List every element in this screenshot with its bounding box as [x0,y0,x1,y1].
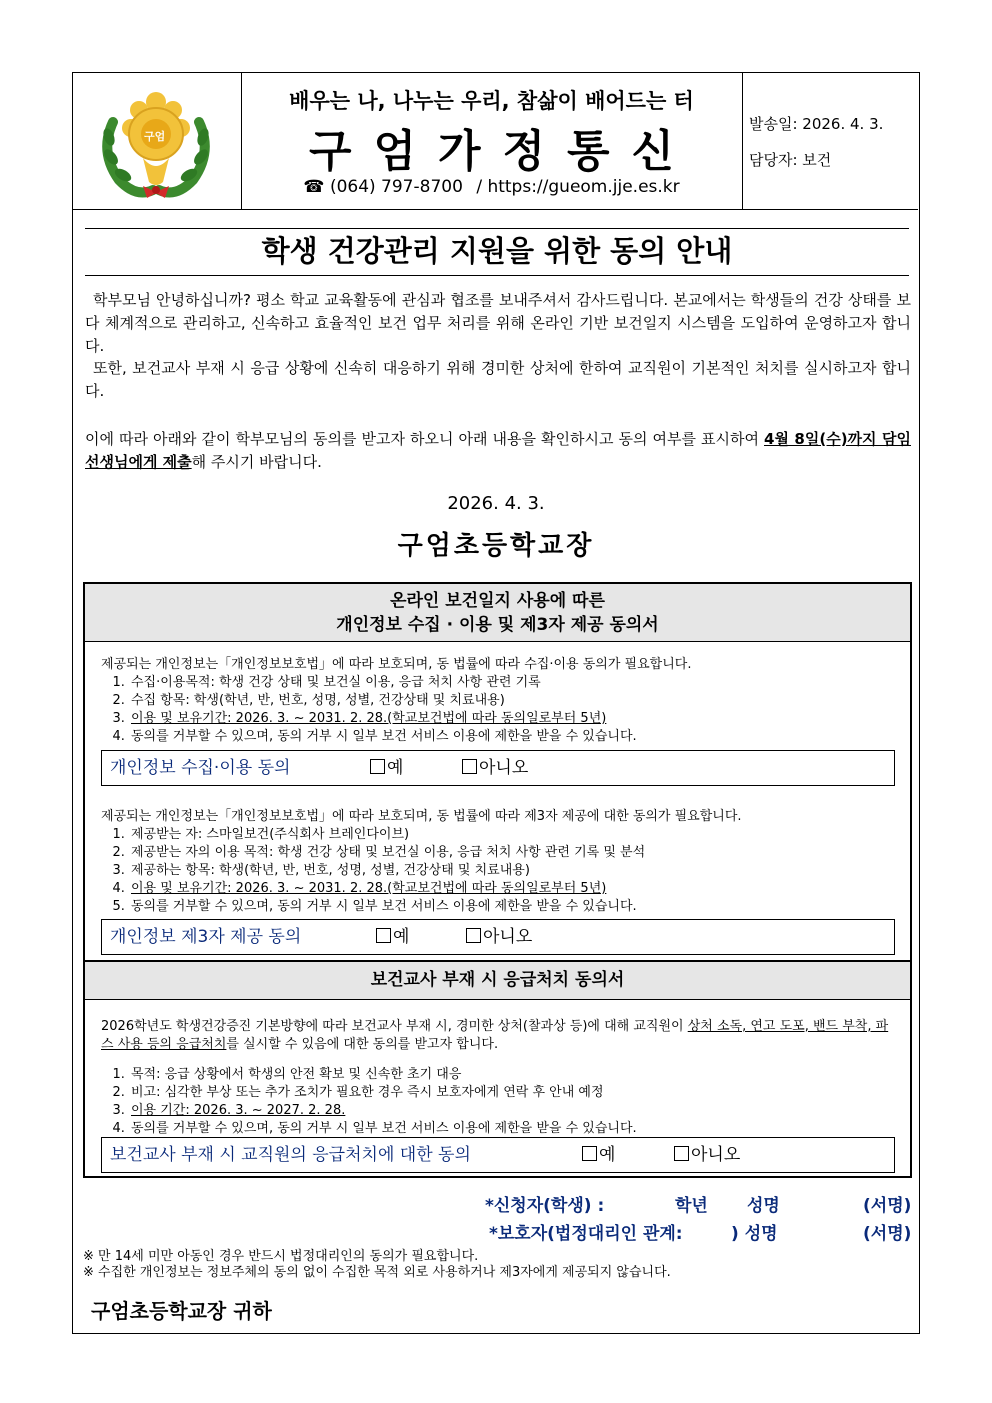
yes-label: 예 [387,758,404,778]
doc-title-box [85,228,909,276]
phone-number: ☎ (064) 797-8700 [303,177,463,197]
section1-title-line2: 개인정보 수집 · 이용 및 제3자 제공 동의서 [336,615,659,635]
no-label: 아니오 [479,758,529,778]
section1-title-line1: 온라인 보건일지 사용에 따른 [390,591,605,611]
third-party-no-option[interactable] [466,920,532,954]
first-aid-lead [101,1018,897,1054]
guardian-signature-field[interactable]: (서명) [863,1224,912,1244]
third-party-lead: 제공되는 개인정보는「개인정보보호법」에 따라 보호되며, 동 법률에 따라 제3자 제공에 대한 동의가 필요합니다. [101,809,742,824]
third-party-item: 3. 제공하는 항목: 학생(학년, 반, 번호, 성명, 성별, 건강상태 및 치료내용) [129,862,897,880]
first-aid-item: 1. 목적: 응급 상황에서 학생의 안전 확보 및 신속한 초기 대응 [129,1066,897,1084]
checkbox-icon[interactable] [370,759,385,774]
collect-consent-label: 개인정보 수집·이용 동의 [110,758,291,778]
first-aid-consent-form [83,960,912,1178]
third-party-consent-row [101,919,895,955]
checkbox-icon[interactable] [466,928,481,943]
student-signature-field[interactable]: (서명) [863,1196,912,1216]
issue-date: 발송일: 2026. 4. 3. [749,115,884,133]
third-party-items [101,826,897,916]
yes-label: 예 [599,1145,616,1165]
letterhead [73,73,918,210]
checkbox-icon[interactable] [376,928,391,943]
section2-header: 보건교사 부재 시 응급처치 동의서 [85,962,910,1000]
student-name-field[interactable]: 성명 [747,1196,780,1216]
checkbox-icon[interactable] [674,1146,689,1161]
first-aid-consent-label: 보건교사 부재 시 교직원의 응급처치에 대한 동의 [110,1145,471,1165]
contact-line [241,177,742,197]
first-aid-consent-row [101,1137,895,1173]
notice-date: 2026. 4. 3. [447,493,545,514]
third-party-item: 2. 제공받는 자의 이용 목적: 학생 건강 상태 및 보건실 이용, 응급 처치 사항 관련 기록 및 분석 [129,844,897,862]
checkbox-icon[interactable] [582,1146,597,1161]
collect-consent-row [101,750,895,786]
third-party-consent-label: 개인정보 제3자 제공 동의 [110,927,302,947]
first-aid-items [101,1066,897,1138]
yes-label: 예 [393,927,410,947]
website-url[interactable]: / https://gueom.jje.es.kr [476,177,680,197]
guardian-label: *보호자(법정대리인 관계: [489,1224,683,1244]
checkbox-icon[interactable] [462,759,477,774]
collect-item: 3. 이용 및 보유기간: 2026. 3. ~ 2031. 2. 28.(학교보건법에 따라 동의일로부터 5년) [129,710,897,728]
principal-name: 구엄초등학교장 [397,531,595,561]
third-party-item: 5. 동의를 거부할 수 있으며, 동의 거부 시 일부 보건 서비스 이용에 제한을 받을 수 있습니다. [129,898,897,916]
intro-text-b: 해 주시기 바랍니다. [191,453,322,471]
collect-consent-text [101,656,897,746]
collect-lead: 제공되는 개인정보는「개인정보보호법」에 따라 보호되며, 동 법률에 따라 수집·이용 동의가 필요합니다. [101,657,692,672]
title-cell [241,73,743,209]
first-aid-yes-option[interactable] [582,1138,615,1172]
first-aid-item: 2. 비고: 심각한 부상 또는 추가 조치가 필요한 경우 즉시 보호자에게 연락 후 안내 예정 [129,1084,897,1102]
meta-cell [743,73,918,209]
document-page [72,72,920,1334]
first-aid-lead-a: 2026학년도 학생건강증진 기본방향에 따라 보건교사 부재 시, 경미한 상처(찰과상 등)에 대해 교직원이 [101,1019,688,1034]
guardian-name-field[interactable]: ) 성명 [731,1224,778,1244]
addressee: 구엄초등학교장 귀하 [91,1299,272,1323]
person-in-charge: 담당자: 보건 [749,151,832,169]
third-party-consent-text [101,808,897,916]
note-privacy: ※ 수집한 개인정보는 정보주체의 동의 없이 수집한 목적 외로 사용하거나 제3자에게 제공되지 않습니다. [83,1265,671,1280]
intro-paragraph-3 [85,428,911,474]
note-minor: ※ 만 14세 미만 아동인 경우 반드시 법정대리인의 동의가 필요합니다. [83,1249,479,1264]
consent-form [83,582,912,977]
intro-text-a: 이에 따라 아래와 같이 학부모님의 동의를 받고자 하오니 아래 내용을 확인하시고 동의 여부를 표시하여 [85,430,765,448]
collect-item: 4. 동의를 거부할 수 있으며, 동의 거부 시 일부 보건 서비스 이용에 제한을 받을 수 있습니다. [129,728,897,746]
third-party-item: 1. 제공받는 자: 스마일보건(주식회사 브레인다이브) [129,826,897,844]
applicant-label: *신청자(학생) : [485,1196,605,1216]
no-label: 아니오 [483,927,533,947]
grade-field[interactable]: 학년 [675,1196,708,1216]
first-aid-procedures: 상처 소독, 연고 도포, 밴드 부착, 파스 사용 등의 응급처치 [101,1019,889,1052]
collect-no-option[interactable] [462,751,528,785]
collect-item: 1. 수집·이용목적: 학생 건강 상태 및 보건실 이용, 응급 처치 사항 관련 기록 [129,674,897,692]
intro-paragraph-1: 학부모님 안녕하십니까? 평소 학교 교육활동에 관심과 협조를 보내주셔서 감사드립니다. 본교에서는 학생들의 건강 상태를 보다 체계적으로 관리하고, 신속하고 효율적인 보건 업무 처리를 위해 온라인 기반 보건일지 시스템을 도입하여 운영하고자 합니다. [85,291,911,355]
first-aid-no-option[interactable] [674,1138,740,1172]
first-aid-item: 4. 동의를 거부할 수 있으며, 동의 거부 시 일부 보건 서비스 이용에 제한을 받을 수 있습니다. [129,1120,897,1138]
third-party-yes-option[interactable] [376,920,409,954]
first-aid-item: 3. 이용 기간: 2026. 3. ~ 2027. 2. 28. [129,1102,897,1120]
collect-yes-option[interactable] [370,751,403,785]
intro-paragraph-2: 또한, 보건교사 부재 시 응급 상황에 신속히 대응하기 위해 경미한 상처에 한하여 교직원이 기본적인 처치를 실시하고자 합니다. [85,359,911,400]
first-aid-lead-b: 를 실시할 수 있음에 대한 동의를 받고자 합니다. [226,1037,499,1052]
collect-items [101,674,897,746]
document-title: 학생 건강관리 지원을 위한 동의 안내 [261,234,733,268]
school-motto: 배우는 나, 나누는 우리, 참삶이 배어드는 터 [289,89,694,113]
section1-header [85,584,910,642]
emblem-label: 구엄 [144,130,166,143]
third-party-item: 4. 이용 및 보유기간: 2026. 3. ~ 2031. 2. 28.(학교보건법에 따라 동의일로부터 5년) [129,880,897,898]
no-label: 아니오 [691,1145,741,1165]
submission-deadline: 4월 8일(수)까지 담임 선생님에게 제출 [85,430,911,471]
newsletter-title: 구엄가정통신 [308,126,697,177]
logo-cell [73,73,242,209]
collect-item: 2. 수집 항목: 학생(학년, 반, 번호, 성명, 성별, 건강상태 및 치료내용) [129,692,897,710]
